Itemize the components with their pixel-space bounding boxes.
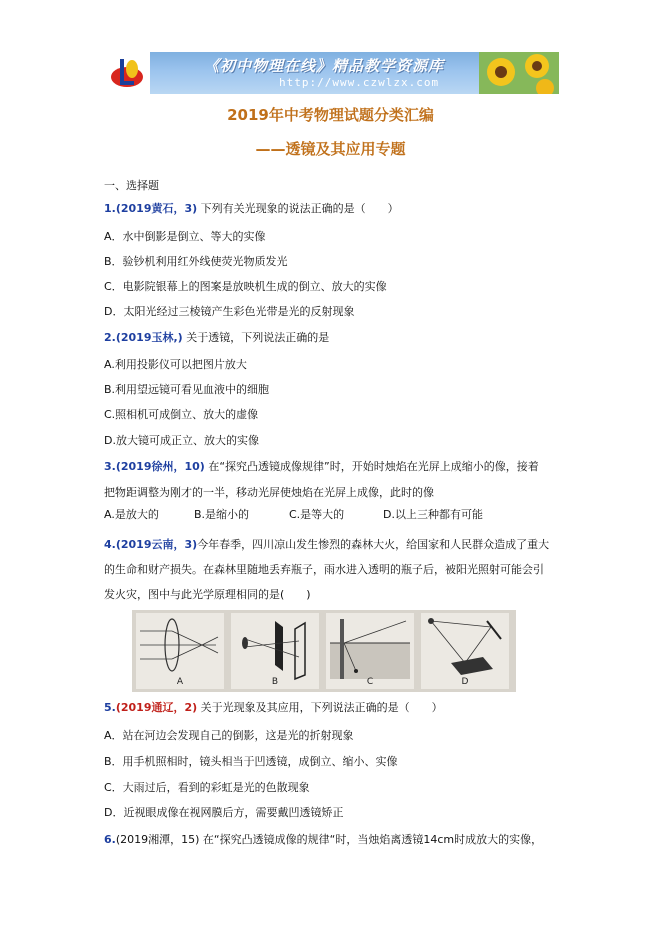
question-5 [104,699,443,715]
question-stem: 下列有关光现象的说法正确的是（ ） [200,202,399,215]
question-source: (2019云南，3) [115,538,198,551]
question-source: (2019黄石，3) [115,202,198,215]
question-6 [104,831,542,847]
question-number: 3. [104,460,116,473]
option: C．电影院银幕上的图案是放映机生成的倒立、放大的实像 [104,280,387,293]
question-stem: 在“探究凸透镜成像的规律“时，当烛焰离透镜14cm时成放大的实像， [202,833,543,846]
option: A．水中倒影是倒立、等大的实像 [104,230,266,243]
question-number: 5. [104,701,116,714]
document-title: 2019年中考物理试题分类汇编 [227,106,434,124]
question-3 [104,458,539,474]
question-4 [104,536,549,552]
banner-url[interactable]: http://www.czwlzx.com [279,76,440,89]
option: B．验钞机利用红外线使荧光物质发光 [104,255,288,268]
option: D．近视眼成像在视网膜后方，需要戴凹透镜矫正 [104,806,344,819]
panel-label: D [461,677,469,687]
figure-panel-d [421,613,509,689]
document-subtitle: ——透镜及其应用专题 [255,140,406,158]
optics-figure [132,610,516,692]
figure-panel-c [326,613,414,689]
option: C.照相机可成倒立、放大的虚像 [104,408,259,421]
option: A.利用投影仪可以把图片放大 [104,358,247,371]
panel-label: A [176,677,184,687]
figure-panel-a [136,613,224,689]
banner-title: 《初中物理在线》精品教学资源库 [204,57,445,75]
option: C.是等大的 [289,508,345,521]
question-2 [104,329,329,345]
option: D．太阳光经过三棱镜产生彩色光带是光的反射现象 [104,305,355,318]
panel-label: C [366,677,374,687]
option: A.是放大的 [104,508,159,521]
panel-label: B [271,677,279,687]
question-source: (2019通辽，2) [115,701,198,714]
site-logo [104,52,150,94]
question-stem-continued: 的生命和财产损失。在森林里随地丢弃瓶子，雨水进入透明的瓶子后，被阳光照射可能会引 [104,563,544,576]
question-stem: 在“探究凸透镜成像规律”时，开始时烛焰在光屏上成缩小的像，接着 [208,460,539,473]
question-source: (2019湘潭，15) [115,833,200,846]
option: B.利用望远镜可看见血液中的细胞 [104,383,270,396]
figure-panel-b [231,613,319,689]
option: A．站在河边会发现自己的倒影，这是光的折射现象 [104,729,354,742]
option: D.放大镜可成正立、放大的实像 [104,434,259,447]
question-source: (2019徐州，10) [115,460,205,473]
option: D.以上三种都有可能 [383,508,483,521]
question-stem: 关于光现象及其应用，下列说法正确的是（ ） [200,701,443,714]
question-number: 2. [104,331,116,344]
question-1 [104,200,399,216]
question-stem: 今年春季，四川凉山发生惨烈的森林大火，给国家和人民群众造成了重大 [197,538,550,551]
header-banner [104,52,559,94]
question-stem: 关于透镜，下列说法正确的是 [186,331,330,344]
question-stem-continued: 把物距调整为刚才的一半，移动光屏使烛焰在光屏上成像，此时的像 [104,486,434,499]
option: C．大雨过后，看到的彩虹是光的色散现象 [104,781,310,794]
question-number: 1. [104,202,116,215]
question-number: 4. [104,538,116,551]
question-number: 6. [104,833,116,846]
option: B．用手机照相时，镜头相当于凹透镜，成倒立、缩小、实像 [104,755,398,768]
option: B.是缩小的 [194,508,250,521]
sunflower-image [479,52,559,94]
section-heading: 一、选择题 [104,179,159,192]
question-stem-continued: 发火灾，图中与此光学原理相同的是( ) [104,588,311,601]
question-source: (2019玉林,) [115,331,183,344]
